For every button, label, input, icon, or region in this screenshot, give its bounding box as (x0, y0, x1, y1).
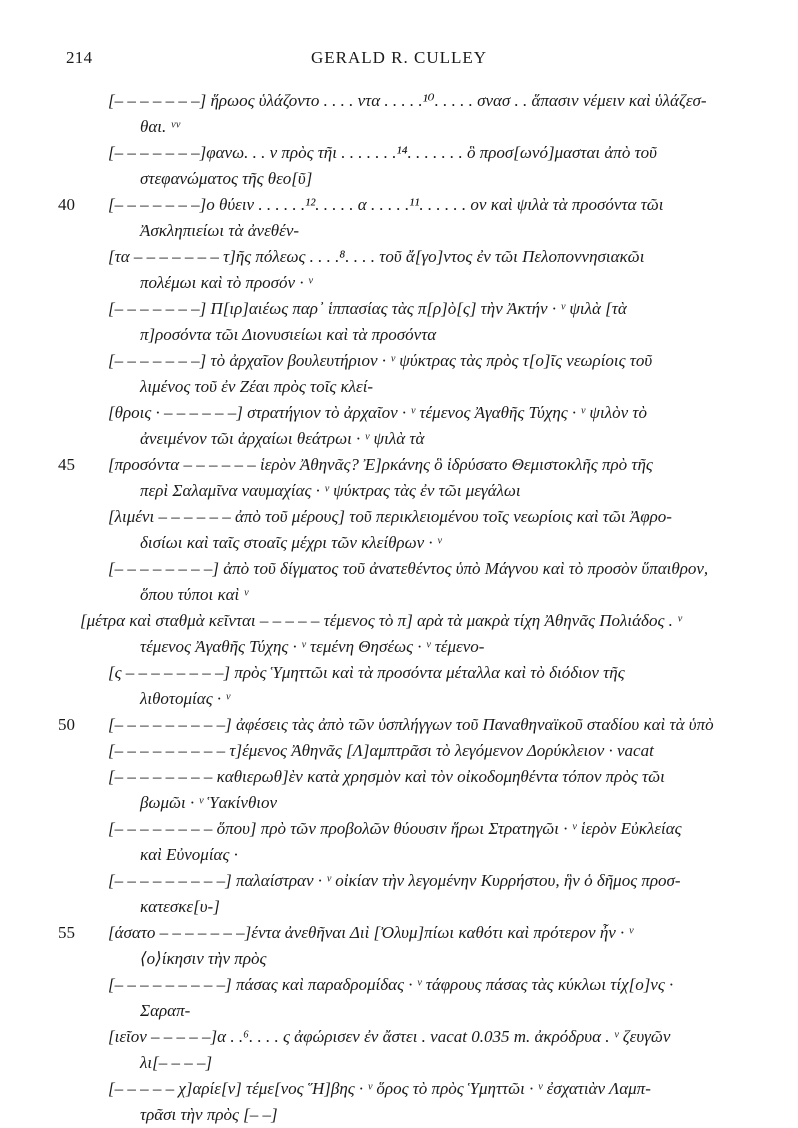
line-text: δισίωι καὶ ταῖς στοαῖς μέχρι τῶν κλείθρων · ᵛ (140, 533, 442, 552)
line-text: λι[– – – –] (140, 1053, 213, 1072)
line-text: [– – – – – – –] τὸ ἀρχαῖον βουλευτήριον · ᵛ ψύκτρας τὰς πρὸς τ[ο]ῖς νεωρίοις τοῦ (108, 351, 653, 370)
text-line (0, 374, 798, 400)
line-text: ὅπου τύποι καὶ ᵛ (140, 585, 249, 604)
text-line (0, 270, 798, 296)
line-text: [ιεῖον – – – – –]α . .⁶. . . . ς ἀφώρισεν ἐν ἄστει . vacat 0.035 m. ἀκρόδρυα . ᵛ ζευγῶν (108, 1027, 671, 1046)
text-line (0, 1102, 798, 1128)
line-text: [– – – – – – – – καθιερωθ]ὲν κατὰ χρησμὸν καὶ τὸν οἰκοδομηθέντα τόπον πρὸς τῶι (108, 767, 665, 786)
text-line (0, 738, 798, 764)
text-line (0, 426, 798, 452)
text-line (0, 114, 798, 140)
text-line (0, 1050, 798, 1076)
line-number: 45 (58, 455, 75, 474)
text-line (0, 192, 798, 218)
text-line (0, 322, 798, 348)
text-line (0, 764, 798, 790)
text-line (0, 608, 798, 634)
line-text: [ς – – – – – – – –] πρὸς Ὑμηττῶι καὶ τὰ προσόντα μέταλλα καὶ τὸ διόδιον τῆς (108, 663, 625, 682)
line-text: [– – – – – χ]αρίε[ν] τέμε[νος Ἥ]βης · ᵛ ὅρος τὸ πρὸς Ὑμηττῶι · ᵛ ἐσχατιὰν Λαμπ- (108, 1079, 651, 1098)
line-number: 40 (58, 195, 75, 214)
text-line (0, 842, 798, 868)
line-text: Ἀσκληπιείωι τὰ ἀνεθέν- (140, 221, 300, 240)
line-text: καὶ Εὐνομίας · (140, 845, 238, 864)
line-text: στεφανώματος τῆς θεο[ῦ] (140, 169, 313, 188)
line-text: [– – – – – – – –] ἀπὸ τοῦ δίγματος τοῦ ἀνατεθέντος ὑπὸ Μάγνου καὶ τὸ προσὸν ὕπαιθρον, (108, 559, 709, 578)
text-line (0, 218, 798, 244)
line-text: [– – – – – – – – ὅπου] πρὸ τῶν προβολῶν θύουσιν ἥρωι Στρατηγῶι · ᵛ ἱερὸν Εὐκλείας (108, 819, 682, 838)
text-line (0, 972, 798, 998)
line-text: π]ροσόντα τῶι Διονυσιείωι καὶ τὰ προσόντα (140, 325, 437, 344)
line-text: [θροις · – – – – – –] στρατήγιον τὸ ἀρχαῖον · ᵛ τέμενος Ἀγαθῆς Τύχης · ᵛ ψιλὸν τὸ (108, 403, 647, 422)
line-number: 55 (58, 923, 75, 942)
text-line (0, 296, 798, 322)
line-text: κατεσκε[υ-] (140, 897, 220, 916)
line-text: πολέμωι καὶ τὸ προσόν · ᵛ (140, 273, 313, 292)
line-text: [– – – – – – –]ο θύειν . . . . . .¹². . . . . α . . . . .¹¹. . . . . . ον καὶ ψιλὰ τὰ προσόντα τῶι (108, 195, 664, 214)
line-text: [λιμένι – – – – – – ἀπὸ τοῦ μέρους] τοῦ περικλειομένου τοῖς νεωρίοις καὶ τῶι Ἀφρο- (108, 507, 672, 526)
line-number: 50 (58, 715, 75, 734)
text-line (0, 790, 798, 816)
running-head: GERALD R. CULLEY (310, 48, 488, 67)
text-line (0, 348, 798, 374)
text-line (0, 244, 798, 270)
line-text: [– – – – – – –] Π[ιρ]αιέως παρ᾽ ἱππασίας τὰς π[ρ]ὸ[ς] τὴν Ἀκτήν · ᵛ ψιλὰ [τὰ (108, 299, 627, 318)
line-text: [τα – – – – – – – τ]ῆς πόλεως . . . .⁸. . . . τοῦ ἄ[γο]ντος ἐν τῶι Πελοποννησιακῶι (108, 247, 645, 266)
text-line (0, 1024, 798, 1050)
line-text: [προσόντα – – – – – – ἱερὸν Ἀθηνᾶς? Ἐ]ρκάνης ὃ ἱδρύσατο Θεμιστοκλῆς πρὸ τῆς (108, 455, 653, 474)
text-line (0, 504, 798, 530)
text-line (0, 660, 798, 686)
line-text: [– – – – – – – – –] πάσας καὶ παραδρομίδας · ᵛ τάφρους πάσας τὰς κύκλωι τίχ[ο]νς · (108, 975, 674, 994)
text-line (0, 634, 798, 660)
line-text: [– – – – – – – – – τ]έμενος Ἀθηνᾶς [Λ]αμπτρᾶσι τὸ λεγόμενον Δορύκλειον · vacat (108, 741, 654, 760)
text-line (0, 88, 798, 114)
line-text: [– – – – – – –]φανω. . . ν πρὸς τῆι . . . . . . .¹⁴. . . . . . . ὃ προσ[ωνό]μασται ἀπὸ τοῦ (108, 143, 657, 162)
page-number: 214 (66, 48, 93, 67)
text-line (0, 1076, 798, 1102)
line-text: λιμένος τοῦ ἐν Ζέαι πρὸς τοῖς κλεί- (140, 377, 374, 396)
text-line (0, 712, 798, 738)
line-text: ἀνειμένον τῶι ἀρχαίωι θεάτρωι · ᵛ ψιλὰ τὰ (140, 429, 425, 448)
text-line (0, 166, 798, 192)
text-line (0, 686, 798, 712)
text-line (0, 530, 798, 556)
text-line (0, 816, 798, 842)
line-text: [– – – – – – – – –] παλαίστραν · ᵛ οἰκίαν τὴν λεγομένην Κυρρήστου, ἣν ὁ δῆμος προσ- (108, 871, 681, 890)
text-line (0, 400, 798, 426)
line-text: ⟨ο⟩ίκησιν τὴν πρὸς (140, 949, 267, 968)
line-text: βωμῶι · ᵛ Ὑακίνθιον (140, 793, 278, 812)
text-line (0, 478, 798, 504)
line-text: [– – – – – – –] ἥρωος ὑλάζοντο . . . . ντα . . . . .¹⁰. . . . . σνασ . . ἅπασιν νέμειν καὶ ὑλάζεσ- (108, 91, 707, 110)
text-line (0, 946, 798, 972)
line-text: [άσατο – – – – – – –]έντα ἀνεθῆναι Διὶ [Ὀλυμ]πίωι καθότι καὶ πρότερον ἦν · ᵛ (108, 923, 634, 942)
line-text: θαι. ᵛᵛ (140, 117, 181, 136)
text-line (0, 894, 798, 920)
line-text: τρᾶσι τὴν πρὸς [– –] (140, 1105, 278, 1124)
text-line (0, 582, 798, 608)
page-header (66, 48, 732, 72)
text-line (0, 920, 798, 946)
text-line (0, 998, 798, 1024)
text-line (0, 556, 798, 582)
line-text: τέμενος Ἀγαθῆς Τύχης · ᵛ τεμένη Θησέως · ᵛ τέμενο- (140, 637, 485, 656)
line-text: λιθοτομίας · ᵛ (140, 689, 231, 708)
line-text: [μέτρα καὶ σταθμὰ κεῖνται – – – – – τέμενος τὸ π] αρὰ τὰ μακρὰ τίχη Ἀθηνᾶς Πολιάδος . ᵛ (80, 611, 682, 630)
text-line (0, 868, 798, 894)
line-text: [– – – – – – – – –] ἀφέσεις τὰς ἀπὸ τῶν ὑσπλήγγων τοῦ Παναθηναϊκοῦ σταδίου καὶ τὰ ὑπὸ (108, 715, 714, 734)
text-line (0, 140, 798, 166)
line-text: περὶ Σαλαμῖνα ναυμαχίας · ᵛ ψύκτρας τὰς ἐν τῶι μεγάλωι (140, 481, 521, 500)
line-text: Σαραπ- (140, 1001, 191, 1020)
text-line (0, 452, 798, 478)
